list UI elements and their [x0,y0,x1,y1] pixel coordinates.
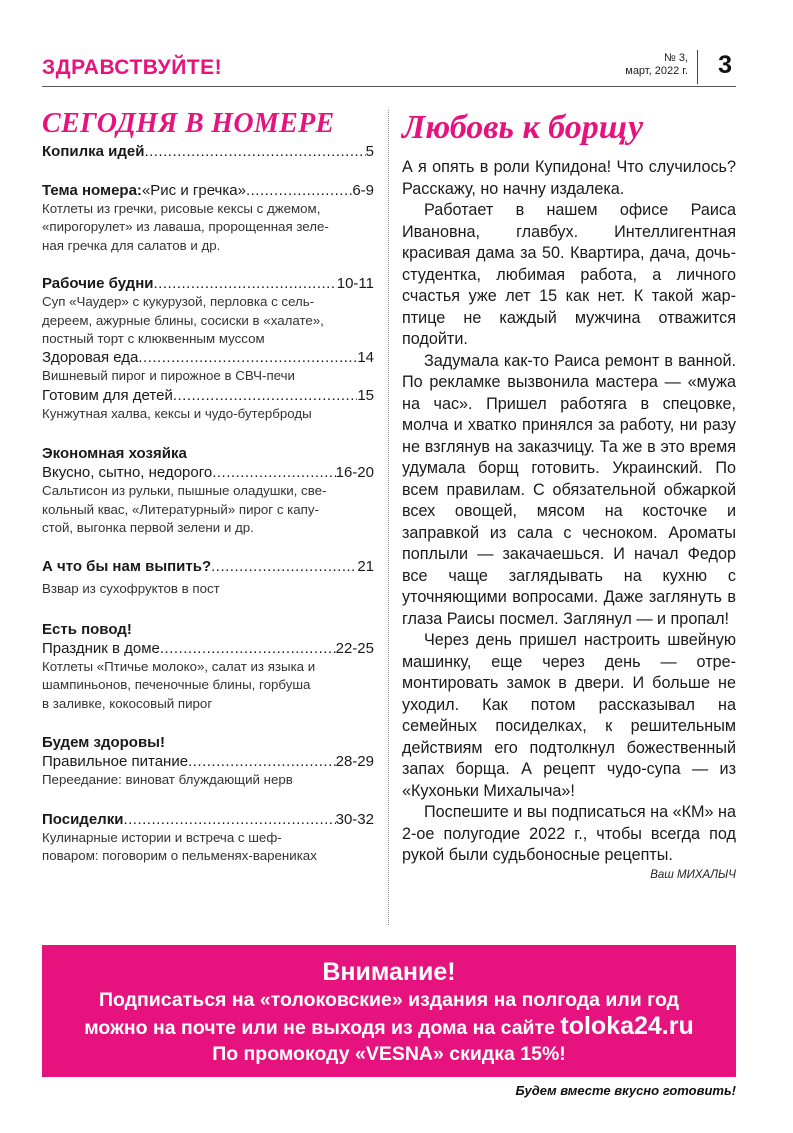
toc-entry-label: Здоровая еда [42,349,139,367]
toc-entry-label: Тема номера: [42,182,142,199]
toc-entry-page: 30-32 [335,810,374,828]
toc-entry-description: Переедание: виноват блуждающий нерв [42,772,293,788]
toc-entry-page: 5 [365,143,374,160]
toc-entry-vypit [42,557,374,598]
toc-entry-label: Посиделки [42,810,124,828]
article-paragraph: Задумала как-то Раиса ремонт в ванной. По рекламке вызвонила мастера — «мужа на час». Пришел работяга в спецовке, молча и хватко принялся за работу, ни разу не взглянув на заказчицу. Та же в это время удумала борщ готовить. Украинский. По всем правилам. С обязательной обжаркой всех овощей, мясом на косточке и заправкой из сала с чесноком. Ароматы поплыли — закачаешься. И начал Федор все чаще заглядывать на кухню с уточняющими вопросами. Даже заглянуть в глаза Раисы посмел. Заглянул — и пропал! [402,351,736,628]
toc-entry-topic: «Рис и гречка» [141,182,246,199]
toc-entry-page: 22-25 [335,639,374,657]
toc-entry-page: 16-20 [335,464,374,482]
article-body [402,157,736,867]
table-of-contents [42,108,374,865]
toc-entry-page: 21 [357,558,374,576]
toc-leader [153,274,336,293]
toc-leader [138,348,357,367]
toc-entry-budni [42,274,374,348]
toc-entry-description: Вишневый пирог и пирожное в СВЧ-печи [42,368,295,384]
toc-entry-label: Копилка идей [42,143,145,160]
toc-entry-page: 10-11 [336,275,374,293]
toc-entry-zdorovy [42,733,374,789]
toc-leader [212,463,335,482]
toc-section-head: Есть повод! [42,620,132,638]
issue-info [625,52,688,78]
column-divider [388,110,389,925]
toc-entry-description: Кунжутная халва, кексы и чудо-бутерброды [42,405,312,421]
toc-title: СЕГОДНЯ В НОМЕРЕ [42,108,335,139]
toc-entry-page: 14 [357,349,374,367]
toc-entry-description: Взвар из сухофруктов в пост [42,581,220,597]
toc-entry-label: А что бы нам выпить? [42,558,212,576]
toc-leader [188,752,336,771]
toc-entry-zdorovaya [42,348,374,385]
toc-entry-tema [42,181,374,255]
banner-line-2: можно на почте или не выходя из дома на сайте toloka24.ru [84,1012,694,1040]
toc-leader [144,142,365,161]
toc-entry-description: Суп «Чаудер» с кукурузой, перловка с сель- дереем, ажурные блины, сосиски в «халате», постный торт с клюквенным муссом [42,294,324,347]
toc-entry-kopilka [42,142,374,161]
header-rule [42,86,736,87]
toc-entry-page: 28-29 [335,753,374,771]
toc-entry-description: Кулинарные истории и встреча с шеф- поваром: поговорим о пельменях-варениках [42,829,317,863]
banner-title: Внимание! [322,958,456,986]
toc-entry-label: Рабочие будни [42,275,154,293]
section-title: ЗДРАВСТВУЙТЕ! [42,56,223,79]
article-paragraph: Через день пришел настроить швейную машинку, еще через день — отремонтировать замок в двери. И больше не уходил. Как потом рассказывал на семейных посиделках, к решительным действиям его подтолкнул божественный запах борща. А рецепт чудо-супа — из «Кухоньки Михалыча»! [402,631,736,800]
article-paragraph: Работает в нашем офисе Раиса Ивановна, главбух. Интеллигентная красивая дама за 50. Квартира, дача, дочь-студентка, любимая работа, а личного счастья уже лет 15 как нет. К такой жар-птице не каждый мужчина отважится подойти. [402,201,736,348]
page-header [42,48,736,92]
toc-entry-page: 6-9 [352,182,374,199]
toc-entry-description: Котлеты из гречки, рисовые кексы с джемом, «пирогорулет» из лаваша, пророщенная зеле- ная гречка для салатов и др. [42,201,329,253]
toc-entry-posidelki [42,810,374,866]
article [402,108,736,881]
toc-entry-econom [42,444,374,537]
toc-entry-description: Котлеты «Птичье молоко», салат из языка и шампиньонов, печеночные блины, горбуша в заливке, кокосовый пирог [42,658,316,711]
header-divider [697,50,698,84]
article-title: Любовь к борщу [402,109,644,146]
toc-entry-povod [42,620,374,713]
footer-slogan: Будем вместе вкусно готовить! [515,1083,736,1098]
subscription-banner [42,945,736,1077]
toc-section-head: Будем здоровы! [42,734,165,752]
article-paragraph: А я опять в роли Купидона! Что случилось? Расскажу, но начну издалека. [402,158,736,198]
toc-entry-label: Вкусно, сытно, недорого [42,464,213,482]
banner-line-3: По промокоду «VESNA» скидка 15%! [212,1043,566,1065]
article-paragraph: Поспешите и вы подписаться на «КМ» на 2-ое полугодие 2022 г., чтобы всегда под рукой были судьбоносные рецепты. [402,803,736,864]
toc-entry-label: Правильное питание [42,753,189,771]
toc-leader [211,557,357,576]
toc-entry-deti [42,386,374,423]
article-signature: Ваш МИХАЛЫЧ [650,868,736,881]
issue-date: март, 2022 г. [625,65,688,77]
toc-entry-label: Праздник в доме [42,639,160,657]
toc-entry-page: 15 [357,386,374,404]
toc-entry-description: Сальтисон из рульки, пышные оладушки, све- кольный квас, «Литературный» пирог с капу- стой, выгонка первой зелени и др. [42,483,327,536]
banner-line-1: Подписаться на «толоковские» издания на полгода или год [98,989,680,1011]
toc-leader [160,639,336,658]
toc-entry-label: Готовим для детей [42,386,173,404]
page-number: 3 [718,51,732,79]
toc-leader [123,810,335,829]
issue-number: № 3, [663,52,688,64]
toc-leader [246,181,352,200]
toc-section-head: Экономная хозяйка [42,445,187,463]
toc-leader [173,386,357,405]
banner-site-link[interactable]: toloka24.ru [560,1012,694,1040]
